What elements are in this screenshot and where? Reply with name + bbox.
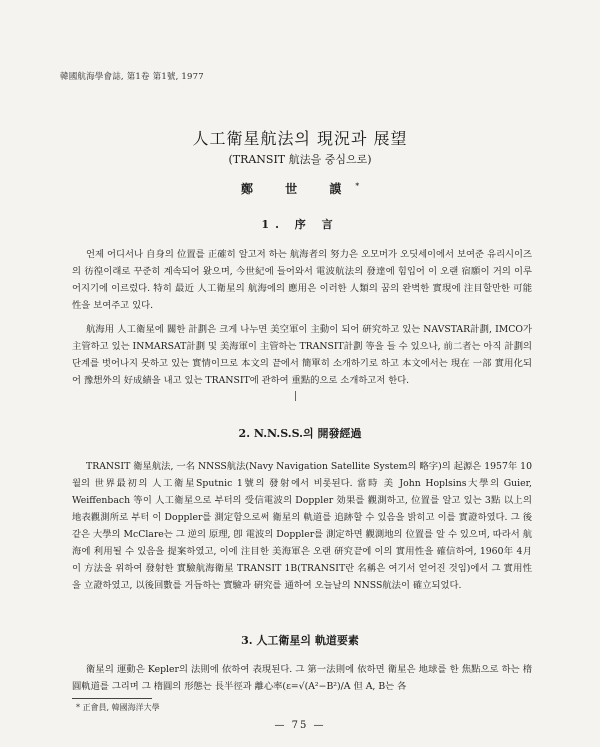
- author: [0, 180, 600, 197]
- paragraph: 衛星의 運動은 Kepler의 法則에 依하여 表現된다. 그 第一法則에 依하면 衛星은 地球를 한 焦點으로 하는 楕圓軌道를 그리며 그 楕圓의 形態는 長半徑과 離心率(ε=√(A²−B²)/A 但 A, B는 各: [72, 664, 532, 692]
- author-footnote-mark: *: [355, 181, 360, 190]
- section-heading-orbital-elements: 3. 人工衛星의 軌道要素: [241, 634, 359, 647]
- section-heading-introduction: 1. 序 言: [261, 218, 339, 231]
- scan-mark: [295, 391, 296, 401]
- journal-header: 韓國航海學會誌, 第1卷 第1號, 1977: [60, 72, 204, 82]
- footnote-divider: [72, 698, 152, 699]
- paragraph: 航海用 人工衛星에 關한 計劃은 크게 나누면 美空軍이 主動이 되어 硏究하고 있는 NAVSTAR計劃, IMCO가 主管하고 있는 INMARSAT計劃 및 美海軍이 主管하는 TRANSIT計劃 等을 들 수 있으나, 前二者는 아직 計劃의 단계를 벗어나지 못하고 있는 實情이므로 本文의 끝에서 簡單히 소개하기로 하고 本文에서는 現在 一部 實用化되어 豫想外의 好成績을 내고 있는 TRANSIT에 관하여 重點的으로 소개하고저 한다.: [72, 324, 532, 386]
- paragraph: 언제 어디서나 自身의 位置를 正確히 알고저 하는 航海者의 努力은 오모머가 오딧세이에서 보여준 유리시이즈의 彷徨이래로 꾸준히 계속되어 왔으며, 今世紀에 들어와서 電波航法의 發達에 힘입어 이 오랜 宿願이 거의 이루어지기에 이르렀다. 特히 最近 人工衛星의 航海에의 應用은 이러한 人類의 꿈의 완벽한 實現에 注目할만한 可能性을 보여주고 있다.: [72, 249, 532, 311]
- author-name: 鄭 世 謨: [240, 182, 356, 196]
- article-title: 人工衛星航法의 現況과 展望: [192, 129, 408, 148]
- footnote: * 正會員, 韓國海洋大學: [76, 703, 160, 712]
- section-heading-development: 2. N.N.S.S.의 開發經過: [238, 427, 362, 440]
- page-number: — 75 —: [274, 720, 326, 731]
- article-subtitle: (TRANSIT 航法을 중심으로): [228, 153, 372, 166]
- paragraph: TRANSIT 衛星航法, 一名 NNSS航法(Navy Navigation Satellite System의 略字)의 起源은 1957年 10월의 世界最初의 人工衛星Sputnic 1號의 發射에서 비롯된다. 當時 美 John Hoplsins大學의 Guier, Weiffenbach 等이 人工衛星으로 부터의 受信電波의 Doppler 効果를 觀測하고, 位置를 알고 있는 3點 以上의 地表觀測所로 부터 이 Doppler를 測定함으로써 衛星의 軌道를 追跡할 수 있음을 밝히고 이를 實證하였다. 그 後 같은 大學의 McClare는 그 逆의 原理, 卽 電波의 Doppler를 測定하면 觀測地의 位置를 알 수 있으며, 따라서 航海에 利用될 수 있음을 提案하였고, 이에 注目한 美海軍은 오랜 硏究끝에 이의 實用性을 確信하여, 1960年 4月 이 方法을 위하여 發射한 實驗航海衛星 TRANSIT 1B(TRANSIT란 名稱은 여기서 얻어진 것임)에서 그 實用性을 立證하였고, 以後回數를 거듭하는 實驗과 硏究를 通하여 오늘날의 NNSS航法이 確立되었다.: [72, 461, 532, 591]
